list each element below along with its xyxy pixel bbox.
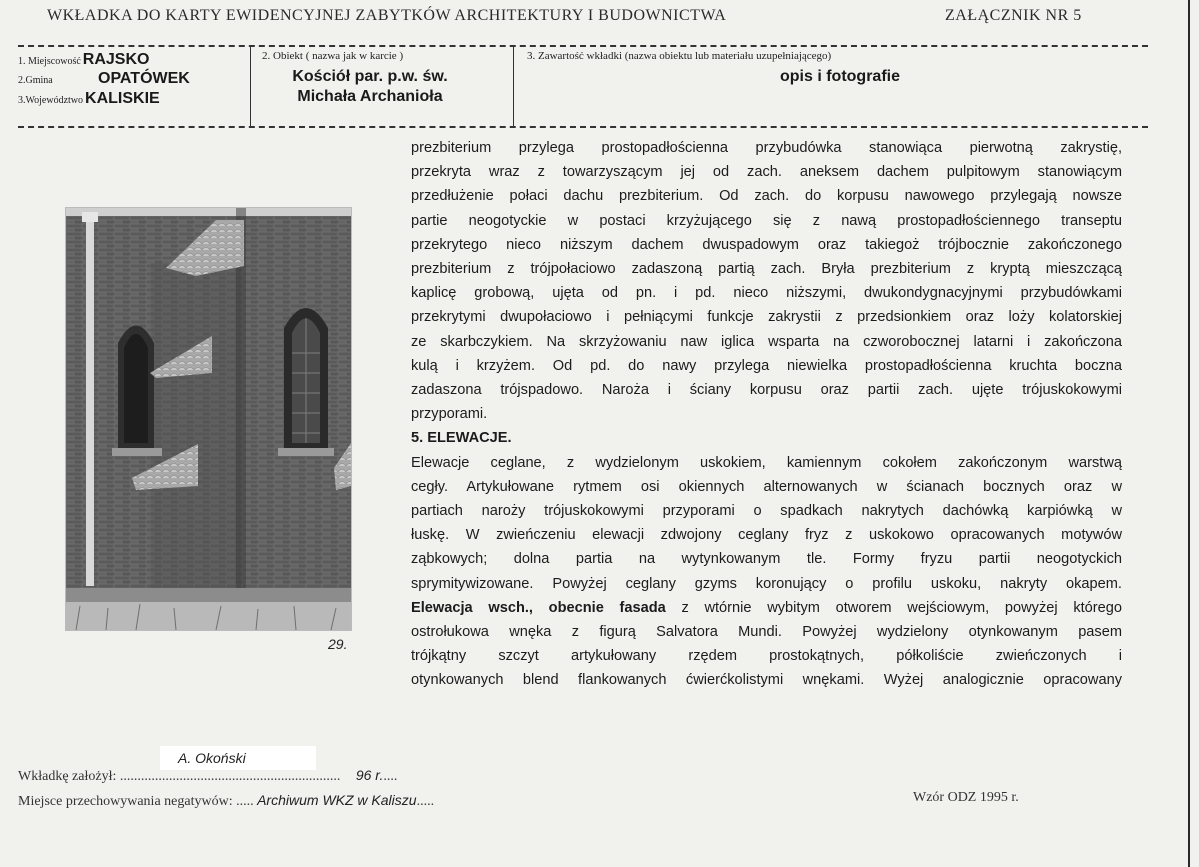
section-heading: 5. ELEWACJE. xyxy=(411,430,512,447)
text-line: ostrołukowa wnęka z figurą Salvatora Mundi. Powyżej wydzielony otynkowanym pasem xyxy=(411,624,1122,641)
text-line: przyporami. xyxy=(411,406,488,423)
place-value: RAJSKO xyxy=(82,51,150,68)
text-line: sprymitywizowane. Powyżej ceglany gzyms koronujący o profilu uskoku, nakryty okapem. xyxy=(411,575,1122,592)
object-name-line1: Kościół par. p.w. św. xyxy=(292,68,448,85)
commune-label: 2.Gmina xyxy=(18,75,53,86)
established-year: 96 r. xyxy=(355,767,384,783)
text-line xyxy=(411,596,1122,620)
established-label: Wkładkę założył: xyxy=(18,769,117,784)
text-line: ząbkowych; dolna partia na wytynkowanym tle. Formy fryzu partii neogotyckich xyxy=(411,551,1122,568)
object-label: 2. Obiekt ( nazwa jak w karcie ) xyxy=(262,50,404,62)
negatives-dots: ..... xyxy=(416,794,435,809)
text-line: przekryta wraz z towarzyszącym jej od zach. aneksem dachem pulpitowym stanowiącym xyxy=(411,164,1122,181)
text-line: partie neogotyckie w postaci krzyżującego się z nawą prostopadłościennego transeptu xyxy=(411,212,1122,229)
text-line: prezbiterium z trójpołaciowo zadaszoną partią zach. Bryła prezbiterium z kryptą mieszczącą xyxy=(411,261,1122,278)
form-divider-1 xyxy=(250,47,251,126)
text-line: przekrytymi dwupołaciowo i pełniącymi funkcje zakrystii z przedsionkiem oraz loży kolatorskiej xyxy=(411,309,1122,326)
text-line: cegły. Artykułowane rytmem osi okiennych alternowanych w ścianach bocznych oraz w xyxy=(411,478,1122,495)
form-divider-2 xyxy=(513,47,514,126)
voivodeship-label: 3.Województwo xyxy=(18,95,84,106)
contents-value: opis i fotografie xyxy=(780,68,900,85)
text-line: łuskę. W zwieńczeniu elewacji zdwojony ceglany fryz z uskokowo opracowanych motywów xyxy=(411,527,1122,544)
text-line: partiach naroży trójuskokowymi przyporami o spadkach nakrytych dachówką karpiówką w xyxy=(411,503,1122,520)
east-elevation-text: z wtórnie wybitym otworem wejściowym, powyżej którego xyxy=(665,599,1122,616)
text-line: prezbiterium przylega prostopadłościenna przybudówka stanowiąca pierwotną zakrystię, xyxy=(411,140,1122,156)
text-line: kaplicę grobową, ujęta od pn. i pd. nieco niższymi, dwukondygnacyjnymi przybudówkami xyxy=(411,285,1122,302)
established-dots: ............................................................... xyxy=(116,769,341,784)
text-line: przekrytego nieco niższym dachem dwuspadowym oraz takiegoż trójbocznie zakończonego xyxy=(411,236,1122,253)
form-top-line xyxy=(18,45,1148,47)
established-row xyxy=(18,767,397,785)
photo-number: 29. xyxy=(328,636,348,652)
brick-wall-image xyxy=(66,208,351,630)
church-photo xyxy=(65,207,352,631)
description-text xyxy=(411,136,1122,693)
place-label: 1. Miejscowość xyxy=(18,56,81,67)
form-bottom-line xyxy=(18,126,1148,128)
voivodeship-value: KALISKIE xyxy=(85,90,160,107)
negatives-label: Miejsce przechowywania negatywów: ..... xyxy=(18,794,254,809)
text-line: przedłużenie połaci dachu prezbiterium. Od zach. do korpusu nawowego przylegają nowsze xyxy=(411,188,1122,205)
contents-label: 3. Zawartość wkładki (nazwa obiektu lub materiału uzupełniającego) xyxy=(527,50,832,62)
commune-value: OPATÓWEK xyxy=(98,70,190,87)
template-version: Wzór ODZ 1995 r. xyxy=(913,790,1019,805)
text-line: ze skarbczykiem. Na skrzyżowaniu naw iglica wsparta na czworobocznej latarni i zakończona xyxy=(411,333,1122,350)
east-elevation-title: Elewacja wsch., obecnie fasada xyxy=(411,599,666,616)
document-title: WKŁADKA DO KARTY EWIDENCYJNEJ ZABYTKÓW ARCHITEKTURY I BUDOWNICTWA xyxy=(47,7,727,24)
annex-number: ZAŁĄCZNIK NR 5 xyxy=(945,7,1082,24)
voivodeship-row xyxy=(18,90,160,108)
text-line: Elewacje ceglane, z wydzielonym uskokiem, kamiennym cokołem zakończonym warstwą xyxy=(411,454,1122,471)
place-row xyxy=(18,51,149,69)
right-border xyxy=(1188,0,1190,867)
text-line: trójkątny szczyt artykułowany rzędem prostokątnych, półkoliście zwieńczonych i xyxy=(411,648,1122,665)
negatives-row xyxy=(18,792,434,810)
object-name-line2: Michała Archanioła xyxy=(297,88,443,105)
negatives-location: Archiwum WKZ w Kaliszu xyxy=(257,792,417,808)
year-dots: .... xyxy=(383,769,398,784)
author-name: A. Okoński xyxy=(178,750,246,766)
commune-row xyxy=(18,70,190,88)
text-line: otynkowanych blend flankowanych ćwierćkolistymi wnękami. Wyżej analogicznie opracowany xyxy=(411,672,1122,689)
text-line: zadaszona trójspadowo. Naroża i ściany korpusu oraz partii zach. ujęte trójuskokowymi xyxy=(411,382,1122,399)
text-line: kulą i krzyżem. Od pd. do nawy przylega niewielka prostopadłościenna kruchta boczna xyxy=(411,357,1122,374)
